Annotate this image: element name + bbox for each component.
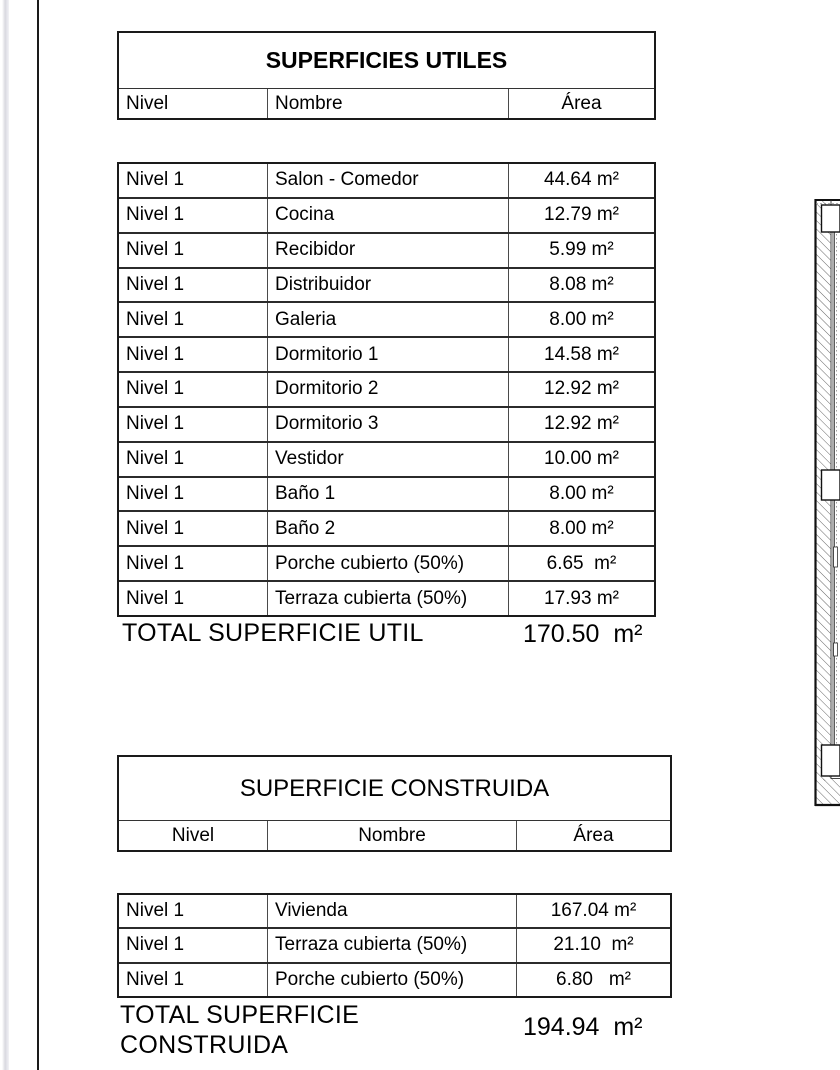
cell-area: 167.04 m²: [550, 900, 637, 922]
cell-nombre: Cocina: [268, 199, 509, 232]
cell-nivel: Nivel 1: [119, 234, 268, 267]
construida-table-header: [117, 755, 672, 852]
cell-nombre: Distribuidor: [268, 269, 509, 302]
construida-table-body: [117, 893, 672, 998]
cell-nivel: Nivel 1: [119, 582, 268, 615]
sheet-frame-line: [37, 0, 39, 1070]
cell-area: 12.92 m²: [544, 413, 619, 435]
utiles-table-title: SUPERFICIES UTILES: [119, 33, 654, 89]
cell-nivel: Nivel 1: [119, 964, 268, 996]
cell-nombre: Dormitorio 1: [268, 338, 509, 371]
cell-area: 21.10 m²: [553, 934, 634, 956]
cell-nombre: Terraza cubierta (50%): [268, 929, 517, 961]
cell-nivel: Nivel 1: [119, 303, 268, 336]
cell-nivel: Nivel 1: [119, 199, 268, 232]
cell-nivel: Nivel 1: [119, 269, 268, 302]
table-row: [119, 267, 654, 302]
table-row: [119, 232, 654, 267]
column-header-nombre: Nombre: [268, 89, 509, 118]
cell-nombre: Salon - Comedor: [268, 164, 509, 197]
table-row: [119, 927, 670, 961]
cell-nombre: Baño 1: [268, 478, 509, 511]
table-row: [119, 371, 654, 406]
utiles-column-headers: [119, 89, 654, 118]
window-frame-tick-1: [834, 547, 838, 567]
cell-nivel: Nivel 1: [119, 895, 268, 927]
cell-nivel: Nivel 1: [119, 373, 268, 406]
cell-nivel: Nivel 1: [119, 338, 268, 371]
cell-nombre: Galeria: [268, 303, 509, 336]
table-row: [119, 476, 654, 511]
cell-nombre: Terraza cubierta (50%): [268, 582, 509, 615]
utiles-total-label: TOTAL SUPERFICIE UTIL: [122, 619, 424, 647]
cell-area: 8.00 m²: [549, 483, 614, 505]
cell-area: 10.00 m²: [544, 448, 619, 470]
cell-nivel: Nivel 1: [119, 443, 268, 476]
cell-nombre: Vestidor: [268, 443, 509, 476]
table-row: [119, 545, 654, 580]
column-header-nivel: Nivel: [119, 821, 268, 850]
construida-column-headers: [119, 821, 670, 850]
cell-nombre: Porche cubierto (50%): [268, 547, 509, 580]
cell-area: 5.99 m²: [549, 239, 614, 261]
table-row: [119, 962, 670, 996]
cell-area: 6.80 m²: [556, 968, 631, 990]
construida-table-title: SUPERFICIE CONSTRUIDA: [119, 757, 670, 821]
table-row: [119, 406, 654, 441]
table-row: [119, 580, 654, 615]
cell-area: 12.92 m²: [544, 378, 619, 400]
window-jamb-top: [822, 205, 840, 232]
table-row: [119, 336, 654, 371]
table-row: [119, 895, 670, 927]
table-row: [119, 301, 654, 336]
cell-nivel: Nivel 1: [119, 929, 268, 961]
cell-nivel: Nivel 1: [119, 512, 268, 545]
cell-nombre: Dormitorio 2: [268, 373, 509, 406]
construida-total-label: TOTAL SUPERFICIE CONSTRUIDA: [120, 1001, 360, 1059]
wall-plan-fragment: [800, 196, 840, 814]
utiles-total-value: 170.50 m²: [523, 620, 643, 648]
column-header-nombre: Nombre: [268, 821, 517, 850]
window-frame-tick-2: [834, 643, 838, 656]
cell-nombre: Baño 2: [268, 512, 509, 545]
cell-area: 8.00 m²: [549, 308, 614, 330]
wall-corner-hatch: [817, 779, 840, 804]
window-jamb-bottom: [822, 745, 840, 776]
window-jamb-middle: [822, 470, 840, 500]
cell-nivel: Nivel 1: [119, 408, 268, 441]
utiles-table-header: [117, 31, 656, 120]
cell-area: 12.79 m²: [544, 204, 619, 226]
column-header-area: Área: [573, 824, 614, 846]
table-row: [119, 441, 654, 476]
cell-area: 6.65 m²: [546, 552, 617, 574]
column-header-area: Área: [561, 92, 602, 114]
cell-nivel: Nivel 1: [119, 164, 268, 197]
cell-nombre: Porche cubierto (50%): [268, 964, 517, 996]
cell-area: 8.00 m²: [549, 517, 614, 539]
cell-nombre: Vivienda: [268, 895, 517, 927]
page-edge-shadow: [2, 0, 9, 1070]
cell-area: 8.08 m²: [549, 273, 614, 295]
cell-area: 44.64 m²: [544, 169, 619, 191]
cell-nivel: Nivel 1: [119, 478, 268, 511]
table-row: [119, 510, 654, 545]
table-row: [119, 197, 654, 232]
cell-nombre: Dormitorio 3: [268, 408, 509, 441]
cell-nivel: Nivel 1: [119, 547, 268, 580]
construida-total-value: 194.94 m²: [523, 1013, 643, 1041]
cell-area: 14.58 m²: [544, 343, 619, 365]
table-row: [119, 164, 654, 197]
cell-nombre: Recibidor: [268, 234, 509, 267]
cell-area: 17.93 m²: [544, 587, 619, 609]
column-header-nivel: Nivel: [119, 89, 268, 118]
utiles-table-body: [117, 162, 656, 617]
